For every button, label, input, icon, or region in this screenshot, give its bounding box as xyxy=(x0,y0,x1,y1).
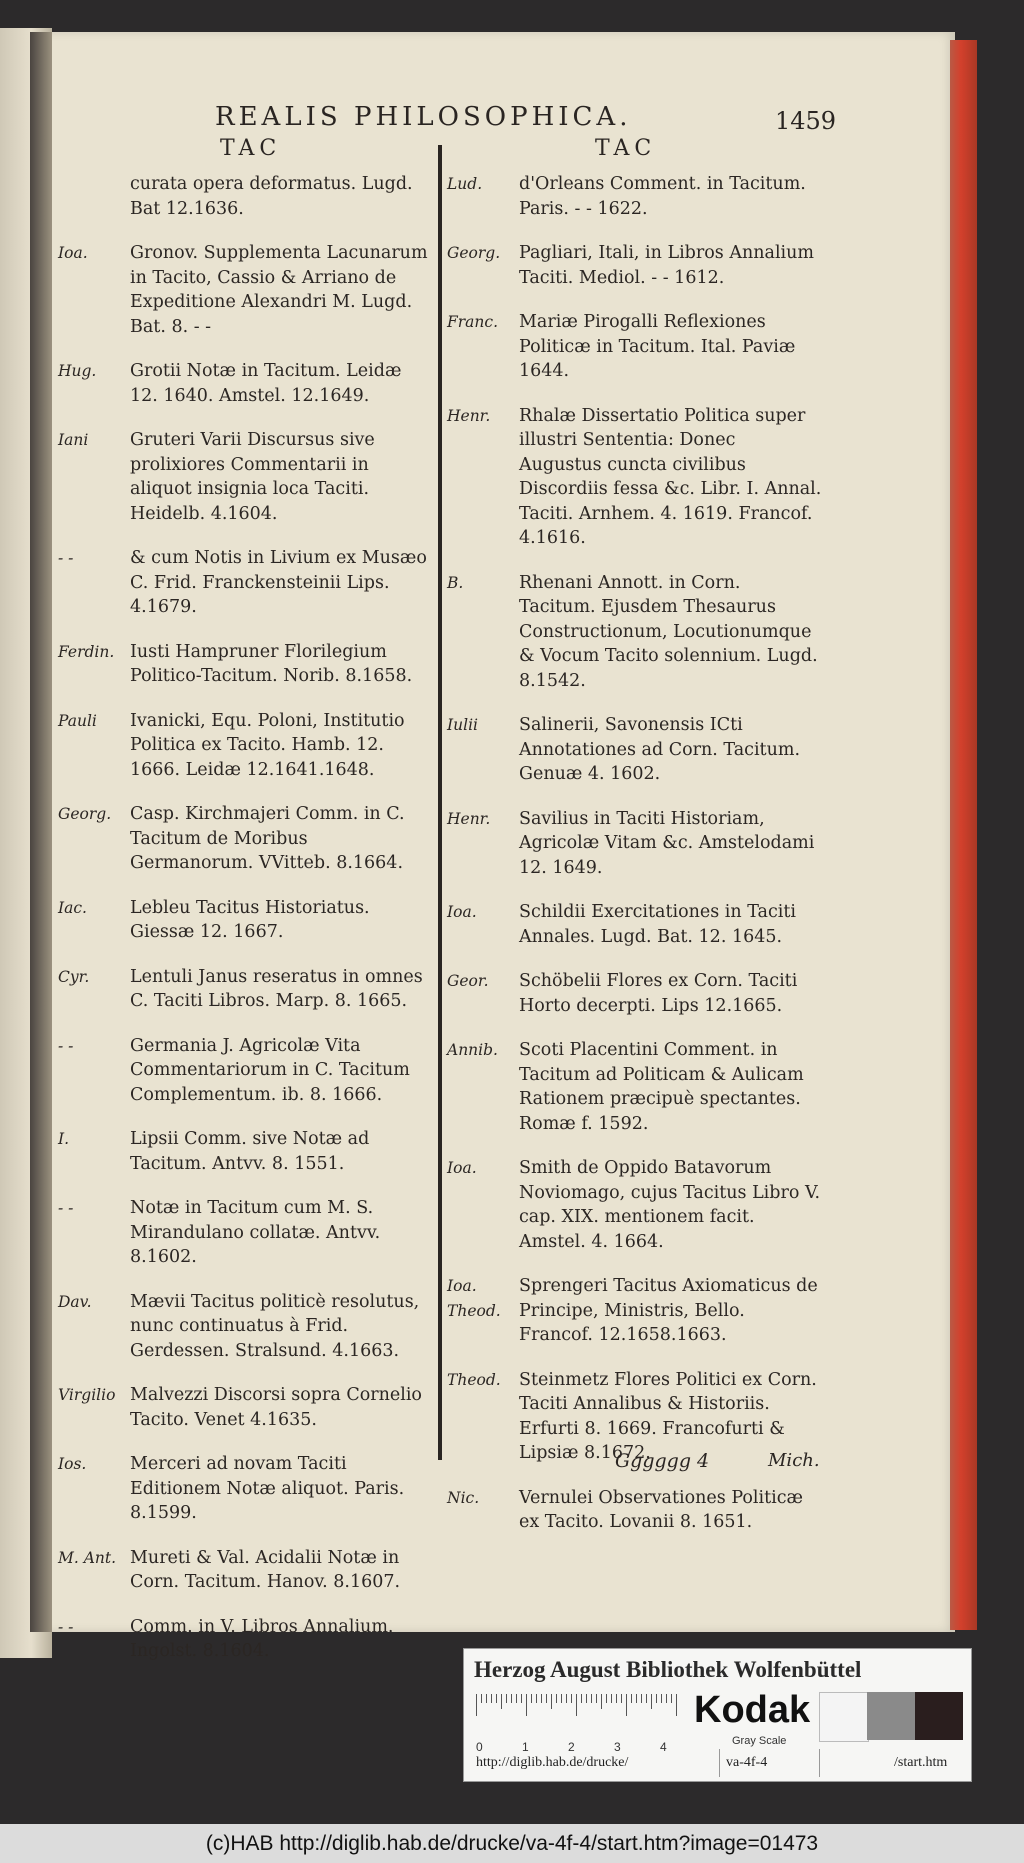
gray-patch-white xyxy=(819,1692,869,1742)
ruler-tick xyxy=(576,1694,577,1716)
catalog-entry xyxy=(58,359,428,408)
red-page-edge xyxy=(950,40,977,1630)
ruler-tick xyxy=(586,1694,587,1703)
entry-text: Rhalæ Dissertatio Politica super illustri Sententia: Donec Augustus cuncta civilibus Discordiis fessa &c. Libr. I. Annal. Taciti. Arnhem. 4. 1619. Francof. 4.1616. xyxy=(519,405,822,548)
catalog-entry xyxy=(447,172,822,221)
ruler-tick xyxy=(521,1694,522,1703)
ruler-tick xyxy=(631,1694,632,1703)
catalog-entry xyxy=(58,1615,428,1664)
author-given-name: Iac. xyxy=(58,898,87,917)
entry-text: Gronov. Supplementa Lacunarum in Tacito, Cassio & Arriano de Expeditione Alexandri M. Lugd. Bat. 8. - - xyxy=(130,243,428,337)
author-given-name: - - xyxy=(58,1199,74,1217)
ruler-tick xyxy=(506,1694,507,1703)
author-given-name: Ferdin. xyxy=(58,642,115,661)
ruler-tick xyxy=(641,1694,642,1703)
gray-patch-mid xyxy=(867,1692,915,1740)
entry-text: Mævii Tacitus politicè resolutus, nunc continuatus à Frid. Gerdessen. Stralsund. 4.1663. xyxy=(130,1291,420,1361)
kodak-logo: Kodak xyxy=(694,1689,811,1731)
ruler-tick xyxy=(516,1694,517,1703)
catalog-entry xyxy=(58,1383,428,1432)
catalog-entry xyxy=(447,1274,822,1348)
ruler-tick xyxy=(561,1694,562,1703)
catalog-entry xyxy=(58,428,428,526)
ruler-tick xyxy=(526,1694,527,1716)
author-given-name: Iani xyxy=(58,431,89,449)
ruler-tick xyxy=(491,1694,492,1703)
ruler-tick xyxy=(571,1694,572,1703)
column-rule xyxy=(438,145,442,1460)
scan-target-card xyxy=(463,1648,972,1782)
ruler-tick xyxy=(481,1694,482,1703)
author-given-name: Hug. xyxy=(58,362,97,380)
entry-text: Ivanicki, Equ. Poloni, Institutio Politica ex Tacito. Hamb. 12. 1666. Leidæ 12.1641.1648. xyxy=(130,710,405,780)
running-head: REALIS PHILOSOPHICA. xyxy=(215,102,632,132)
ruler-tick xyxy=(656,1694,657,1703)
catalog-entry xyxy=(447,969,822,1018)
entry-text: Mariæ Pirogalli Reflexiones Politicæ in Tacitum. Ital. Paviæ 1644. xyxy=(519,312,796,381)
ruler-tick xyxy=(611,1694,612,1703)
ruler-tick xyxy=(476,1694,477,1716)
ruler-tick xyxy=(546,1694,547,1703)
author-given-name: - - xyxy=(58,1036,74,1055)
entry-text: d'Orleans Comment. in Tacitum. Paris. - - 1622. xyxy=(519,174,806,219)
ruler-tick xyxy=(486,1694,487,1703)
entry-text: Pagliari, Itali, in Libros Annalium Taciti. Mediol. - - 1612. xyxy=(519,243,815,288)
signature-mark: Gggggg 4 xyxy=(615,1450,710,1472)
catalog-entry xyxy=(447,1038,822,1136)
ruler-tick xyxy=(511,1694,512,1703)
author-given-name: Dav. xyxy=(58,1292,92,1311)
entry-text: Lebleu Tacitus Historiatus. Giessæ 12. 1667. xyxy=(130,897,370,942)
entry-text: curata opera deformatus. Lugd. Bat 12.1636. xyxy=(130,174,413,219)
author-given-name: M. Ant. xyxy=(58,1548,117,1567)
author-given-name: Ioa. xyxy=(447,903,477,921)
author-given-name: Cyr. xyxy=(58,967,90,986)
entry-text: Smith de Oppido Batavorum Noviomago, cujus Tacitus Libro V. cap. XIX. mentionem facit. Amstel. 4. 1664. xyxy=(519,1158,821,1252)
ruler-label: 3 xyxy=(614,1740,621,1754)
ruler-tick xyxy=(646,1694,647,1703)
ruler-tick xyxy=(556,1694,557,1703)
author-given-name: Georg. xyxy=(58,805,112,823)
entry-text: Germania J. Agricolæ Vita Commentariorum in C. Tacitum Complementum. ib. 8. 1666. xyxy=(130,1035,410,1105)
author-given-name: Theod. xyxy=(447,1370,501,1389)
catalog-entry xyxy=(58,965,428,1014)
author-given-name: Ioa. xyxy=(447,1159,477,1177)
entry-text: Grotii Notæ in Tacitum. Leidæ 12. 1640. Amstel. 12.1649. xyxy=(130,361,402,406)
left-column xyxy=(58,172,428,1684)
ruler-tick xyxy=(671,1694,672,1703)
ruler-tick xyxy=(596,1694,597,1703)
catalog-entry xyxy=(58,896,428,945)
right-column xyxy=(447,172,822,1555)
entry-text: Schildii Exercitationes in Taciti Annales. Lugd. Bat. 12. 1645. xyxy=(519,902,796,947)
entry-text: Vernulei Observationes Politicæ ex Tacito. Lovanii 8. 1651. xyxy=(519,1487,803,1532)
catalog-entry xyxy=(58,1127,428,1176)
entry-text: Lentuli Janus reseratus in omnes C. Taciti Libros. Marp. 8. 1665. xyxy=(130,966,423,1011)
ruler-label: 2 xyxy=(568,1740,575,1754)
author-given-name: Virgilio xyxy=(58,1386,116,1404)
column-head-right: TAC xyxy=(595,136,657,161)
catalog-entry xyxy=(58,172,428,221)
entry-text: Notæ in Tacitum cum M. S. Mirandulano collatæ. Antvv. 8.1602. xyxy=(130,1198,381,1267)
ruler-tick xyxy=(676,1694,677,1716)
entry-text: Scoti Placentini Comment. in Tacitum ad Politicam & Aulicam Rationem præcipuè spectantes. Romæ f. 1592. xyxy=(519,1040,804,1134)
catalog-entry xyxy=(58,640,428,689)
gray-scale-label: Gray Scale xyxy=(732,1735,787,1747)
catalog-entry xyxy=(447,571,822,694)
author-given-name: Annib. xyxy=(447,1041,498,1059)
author-given-name: - - xyxy=(58,549,74,567)
ruler-tick xyxy=(601,1694,602,1709)
author-given-name xyxy=(58,172,130,221)
entry-text: Salinerii, Savonensis ICti Annotationes ad Corn. Tacitum. Genuæ 4. 1602. xyxy=(519,715,801,784)
entry-text: Lipsii Comm. sive Notæ ad Tacitum. Antvv. 8. 1551. xyxy=(130,1129,370,1174)
ruler-tick xyxy=(496,1694,497,1703)
ruler-label: 4 xyxy=(660,1740,667,1754)
author-given-name: Franc. xyxy=(447,313,498,331)
ruler-tick xyxy=(541,1694,542,1703)
catalog-entry xyxy=(447,241,822,290)
catalog-entry xyxy=(58,709,428,783)
ruler-tick xyxy=(606,1694,607,1703)
entry-text: Mureti & Val. Acidalii Notæ in Corn. Tacitum. Hanov. 8.1607. xyxy=(130,1547,401,1592)
catalog-entry xyxy=(447,1486,822,1535)
card-divider xyxy=(719,1749,720,1777)
scale-ruler xyxy=(476,1694,686,1754)
gray-patch-dark xyxy=(915,1692,963,1740)
catalog-url: http://diglib.hab.de/drucke/ xyxy=(476,1755,629,1770)
entry-text: Merceri ad novam Taciti Editionem Notæ aliquot. Paris. 8.1599. xyxy=(130,1454,405,1523)
ruler-tick xyxy=(581,1694,582,1703)
ruler-tick xyxy=(551,1694,552,1709)
ruler-tick xyxy=(566,1694,567,1703)
catalog-entry xyxy=(447,807,822,881)
catalog-entry xyxy=(447,713,822,787)
catalog-entry xyxy=(447,1156,822,1254)
ruler-tick xyxy=(626,1694,627,1716)
author-given-name: Geor. xyxy=(447,972,489,990)
entry-text: Rhenani Annott. in Corn. Tacitum. Ejusdem Thesaurus Constructionum, Locutionumque & Vocum Tacito solennium. Lugd. 8.1542. xyxy=(519,572,818,691)
page-number: 1459 xyxy=(775,107,837,135)
entry-text: Savilius in Taciti Historiam, Agricolæ Vitam &c. Amstelodami 12. 1649. xyxy=(519,808,815,878)
entry-text: Steinmetz Flores Politici ex Corn. Taciti Annalibus & Historiis. Erfurti 8. 1669. Francofurti & Lipsiæ 8.1672. xyxy=(519,1369,817,1463)
author-given-name: Iulii xyxy=(447,716,478,734)
image-caption: (c)HAB http://diglib.hab.de/drucke/va-4f-4/start.htm?image=01473 xyxy=(0,1824,1024,1863)
entry-text: & cum Notis in Livium ex Musæo C. Frid. Franckensteinii Lips. 4.1679. xyxy=(130,548,427,617)
column-head-left: TAC xyxy=(220,136,282,161)
entry-text: Comm. in V. Libros Annalium. Ingolst. 8.1604. xyxy=(130,1616,394,1661)
catalog-entry xyxy=(58,1196,428,1270)
author-given-name: I. xyxy=(58,1130,70,1148)
book-gutter xyxy=(30,32,52,1632)
entry-text: Sprengeri Tacitus Axiomaticus de Principe, Ministris, Bello. Francof. 12.1658.1663. xyxy=(519,1276,818,1345)
catchword: Mich. xyxy=(768,1450,820,1471)
ruler-tick xyxy=(636,1694,637,1703)
author-given-name: Nic. xyxy=(447,1488,480,1507)
author-given-name: Ioa. xyxy=(58,244,88,262)
author-given-name: Pauli xyxy=(58,711,97,730)
ruler-label: 0 xyxy=(476,1740,483,1754)
ruler-tick xyxy=(531,1694,532,1703)
ruler-tick xyxy=(651,1694,652,1709)
author-given-name: Henr. xyxy=(447,809,491,828)
catalog-entry xyxy=(58,802,428,876)
ruler-label: 1 xyxy=(522,1740,529,1754)
catalog-entry xyxy=(58,1290,428,1364)
catalog-entry xyxy=(58,1546,428,1595)
ruler-tick xyxy=(536,1694,537,1703)
ruler-tick xyxy=(501,1694,502,1709)
entry-text: Schöbelii Flores ex Corn. Taciti Horto decerpti. Lips 12.1665. xyxy=(519,971,798,1016)
entry-text: Casp. Kirchmajeri Comm. in C. Tacitum de Moribus Germanorum. VVitteb. 8.1664. xyxy=(130,804,405,873)
shelfmark: va-4f-4 xyxy=(726,1755,768,1770)
catalog-entry xyxy=(58,1034,428,1108)
catalog-entry xyxy=(58,241,428,339)
author-given-name: - - xyxy=(58,1617,74,1636)
author-given-name: Lud. xyxy=(447,175,483,193)
author-given-name: Henr. xyxy=(447,406,491,425)
start-path: /start.htm xyxy=(894,1755,948,1770)
entry-text: Gruteri Varii Discursus sive prolixiores Commentarii in aliquot insignia loca Taciti. Heidelb. 4.1604. xyxy=(130,430,375,524)
ruler-tick xyxy=(666,1694,667,1703)
author-given-name: B. xyxy=(447,573,464,592)
ruler-tick xyxy=(621,1694,622,1703)
ruler-tick xyxy=(616,1694,617,1703)
ruler-tick xyxy=(661,1694,662,1703)
catalog-entry xyxy=(58,1452,428,1526)
author-given-name: Georg. xyxy=(447,244,501,262)
author-given-name: Ioa. Theod. xyxy=(447,1277,501,1320)
author-given-name: Ios. xyxy=(58,1455,87,1473)
card-divider xyxy=(819,1749,820,1777)
catalog-entry xyxy=(58,546,428,620)
catalog-entry xyxy=(447,404,822,551)
entry-text: Malvezzi Discorsi sopra Cornelio Tacito. Venet 4.1635. xyxy=(130,1385,422,1430)
entry-text: Iusti Hampruner Florilegium Politico-Tacitum. Norib. 8.1658. xyxy=(130,641,413,686)
ruler-tick xyxy=(591,1694,592,1703)
catalog-entry xyxy=(447,310,822,384)
catalog-entry xyxy=(447,900,822,949)
library-name: Herzog August Bibliothek Wolfenbüttel xyxy=(474,1657,862,1682)
